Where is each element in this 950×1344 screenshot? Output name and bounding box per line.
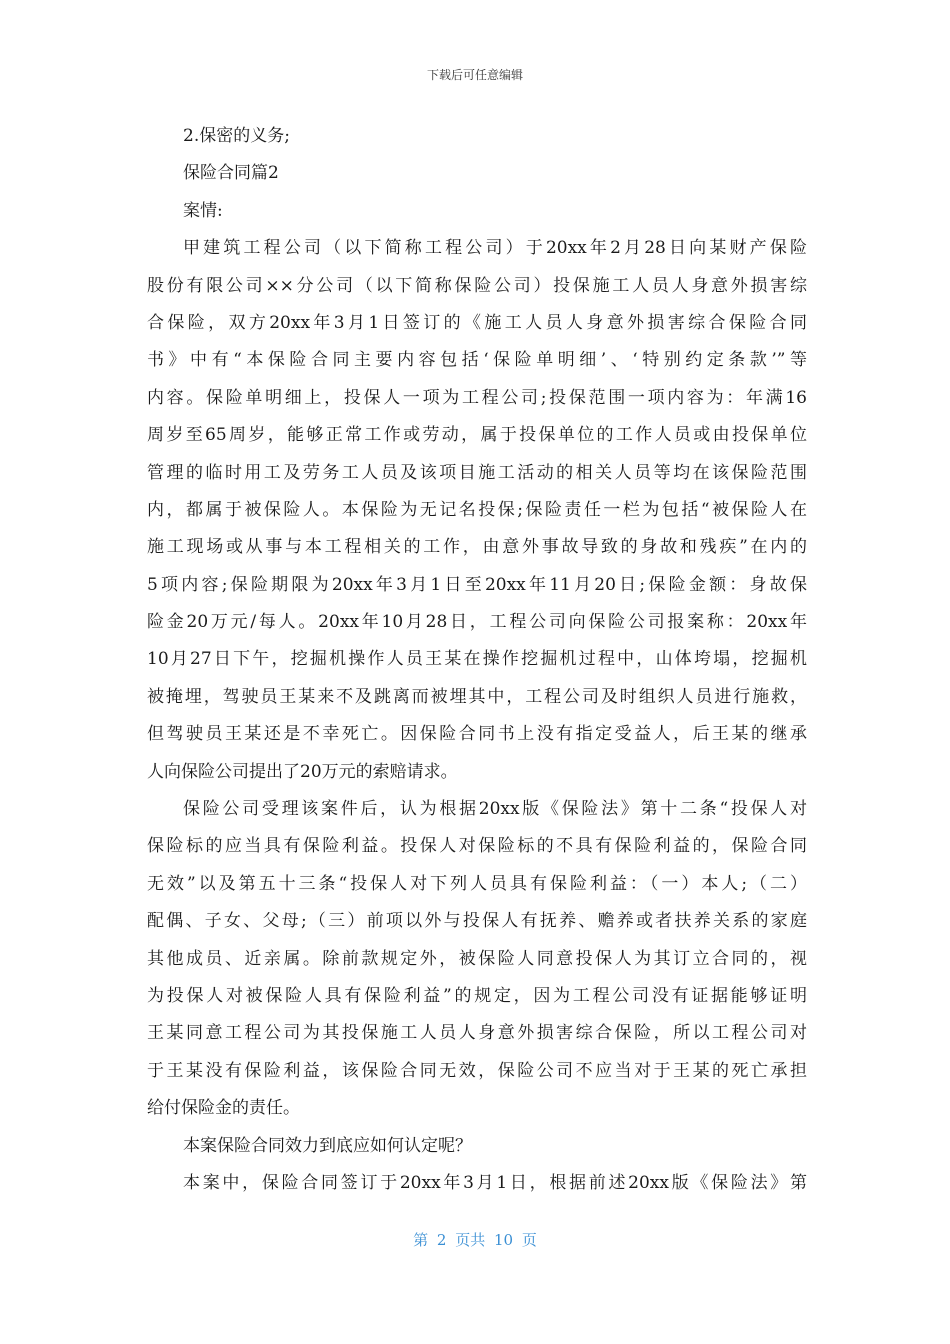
text-line: 给付保险金的责任。 (147, 1098, 300, 1119)
text-line: 本案保险合同效力到底应如何认定呢？ (183, 1135, 472, 1156)
text-line: 甲建筑工程公司（以下简称工程公司）于20xx年2月28日向某财产保险 (183, 238, 807, 259)
text-line: 配偶、子女、父母;（三）前项以外与投保人有抚养、赡养或者扶养关系的家庭 (147, 911, 807, 932)
text-line: 但驾驶员王某还是不幸死亡。因保险合同书上没有指定受益人，后王某的继承 (147, 724, 807, 745)
text-line: 施工现场或从事与本工程相关的工作，由意外事故导致的身故和残疾”在内的 (147, 537, 807, 558)
text-line: 合保险，双方20xx年3月1日签订的《施工人员人身意外损害综合保险合同 (147, 312, 807, 333)
text-line: 王某同意工程公司为其投保施工人员人身意外损害综合保险，所以工程公司对 (147, 1023, 807, 1044)
text-line: 本案中，保险合同签订于20xx年3月1日，根据前述20xx版《保险法》第 (183, 1172, 807, 1193)
text-line: 股份有限公司××分公司（以下简称保险公司）投保施工人员人身意外损害综 (147, 275, 807, 296)
text-line: 险金20万元/每人。20xx年10月28日，工程公司向保险公司报案称：20xx年 (147, 612, 807, 633)
text-line: 周岁至65周岁，能够正常工作或劳动，属于投保单位的工作人员或由投保单位 (147, 425, 807, 446)
text-line: 其他成员、近亲属。除前款规定外，被保险人同意投保人为其订立合同的，视 (147, 948, 807, 969)
text-line: 2.保密的义务; (183, 126, 290, 146)
text-line: 管理的临时用工及劳务工人员及该项目施工活动的相关人员等均在该保险范围 (147, 462, 807, 483)
text-line: 为投保人对被保险人具有保险利益”的规定，因为工程公司没有证据能够证明 (147, 985, 807, 1006)
text-line: 案情: (183, 200, 223, 221)
text-line: 保险合同篇2 (183, 163, 279, 184)
text-line: 人向保险公司提出了20万元的索赔请求。 (147, 761, 458, 782)
text-line: 于王某没有保险利益，该保险合同无效，保险公司不应当对于王某的死亡承担 (147, 1060, 807, 1081)
text-line: 保险标的应当具有保险利益。投保人对保险标的不具有保险利益的，保险合同 (147, 836, 807, 857)
text-line: 书》中有“本保险合同主要内容包括‘保险单明细’、‘特别约定条款’”等 (147, 350, 807, 371)
text-line: 无效”以及第五十三条“投保人对下列人员具有保险利益：（一）本人;（二） (147, 873, 807, 894)
document-body (147, 118, 807, 1202)
text-line: 保险公司受理该案件后，认为根据20xx版《保险法》第十二条“投保人对 (183, 799, 807, 820)
text-line: 内容。保险单明细上，投保人一项为工程公司;投保范围一项内容为：年满16 (147, 387, 807, 408)
text-line: 10月27日下午，挖掘机操作人员王某在操作挖掘机过程中，山体垮塌，挖掘机 (147, 649, 807, 670)
page-header: 下载后可任意编辑 (426, 68, 523, 82)
text-line: 内，都属于被保险人。本保险为无记名投保;保险责任一栏为包括“被保险人在 (147, 499, 807, 520)
text-line: 5项内容;保险期限为20xx年3月1日至20xx年11月20日;保险金额：身故保 (147, 574, 807, 595)
page-footer: 第 2 页共 10 页 (413, 1231, 537, 1249)
text-line: 被掩埋，驾驶员王某来不及跳离而被埋其中，工程公司及时组织人员进行施救， (147, 686, 807, 707)
